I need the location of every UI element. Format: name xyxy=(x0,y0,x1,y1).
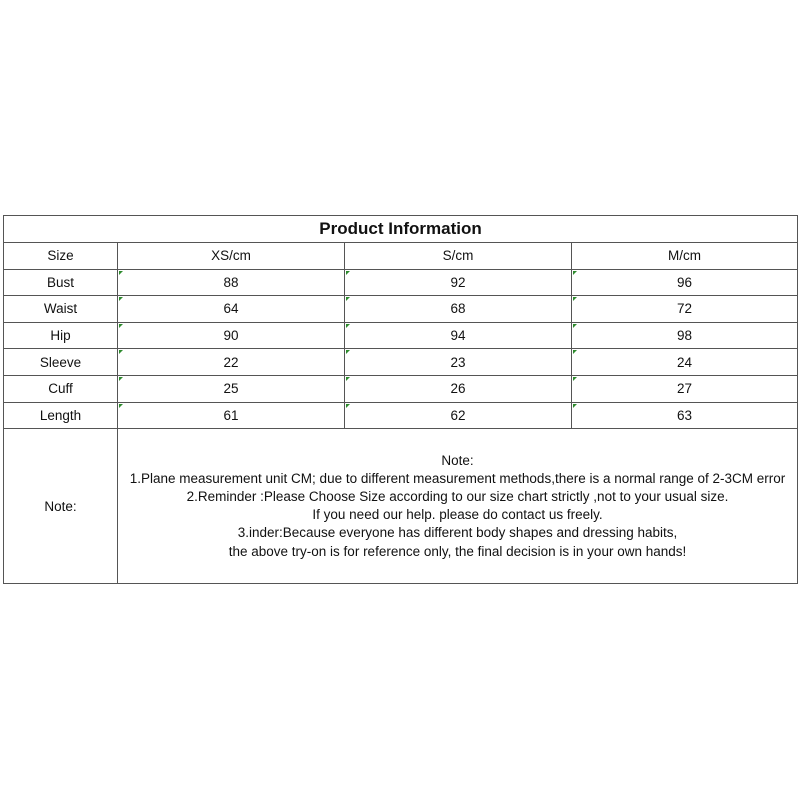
table-cell: 98 xyxy=(676,328,693,344)
table-row xyxy=(4,349,798,376)
note-line: 1.Plane measurement unit CM; due to different measurement methods,there is a normal range of 2-3CM error xyxy=(129,470,786,486)
column-header-xs: XS/cm xyxy=(118,243,345,270)
table-cell: 23 xyxy=(450,354,466,370)
cell-marker-icon xyxy=(573,271,577,275)
cell-marker-icon xyxy=(119,350,123,354)
note-heading: Note: xyxy=(441,452,474,468)
note-label: Note: xyxy=(4,429,118,584)
cell-marker-icon xyxy=(573,377,577,381)
cell-marker-icon xyxy=(346,377,350,381)
column-header-m: M/cm xyxy=(572,243,798,270)
cell-marker-icon xyxy=(346,324,350,328)
size-table xyxy=(3,215,798,584)
table-cell: 26 xyxy=(450,381,466,397)
row-label: Sleeve xyxy=(4,349,118,376)
cell-marker-icon xyxy=(119,271,123,275)
table-cell: 62 xyxy=(450,407,466,423)
table-cell: 94 xyxy=(450,328,466,344)
cell-marker-icon xyxy=(119,404,123,408)
table-cell: 90 xyxy=(223,328,239,344)
table-cell: 68 xyxy=(450,301,466,317)
table-row xyxy=(4,296,798,323)
cell-marker-icon xyxy=(573,324,577,328)
cell-marker-icon xyxy=(346,271,350,275)
table-row xyxy=(4,269,798,296)
table-cell: 24 xyxy=(676,354,693,370)
size-chart xyxy=(3,215,797,584)
cell-marker-icon xyxy=(346,350,350,354)
cell-marker-icon xyxy=(119,297,123,301)
table-cell: 27 xyxy=(676,381,693,397)
table-cell: 61 xyxy=(223,407,239,423)
table-row xyxy=(4,375,798,402)
row-label: Hip xyxy=(4,322,118,349)
note-line: 3.inder:Because everyone has different body shapes and dressing habits, xyxy=(237,525,678,541)
table-row xyxy=(4,322,798,349)
note-line: the above try-on is for reference only, the final decision is in your own hands! xyxy=(228,543,687,559)
table-title: Product Information xyxy=(4,216,798,243)
table-cell: 64 xyxy=(223,301,239,317)
table-cell: 25 xyxy=(223,381,239,397)
note-line: 2.Reminder :Please Choose Size according to our size chart strictly ,not to your usual size. xyxy=(186,488,729,504)
note-row xyxy=(4,429,798,584)
table-cell: 88 xyxy=(223,274,239,290)
table-cell: 72 xyxy=(676,301,693,317)
row-label: Waist xyxy=(4,296,118,323)
table-row xyxy=(4,402,798,429)
row-label: Length xyxy=(4,402,118,429)
table-cell: 22 xyxy=(223,354,239,370)
table-cell: 96 xyxy=(676,274,693,290)
cell-marker-icon xyxy=(573,297,577,301)
column-header-s: S/cm xyxy=(345,243,572,270)
note-line: If you need our help. please do contact us freely. xyxy=(312,507,603,523)
column-header-size: Size xyxy=(4,243,118,270)
row-label: Cuff xyxy=(4,375,118,402)
table-cell: 63 xyxy=(676,407,693,423)
cell-marker-icon xyxy=(346,404,350,408)
header-row xyxy=(4,243,798,270)
cell-marker-icon xyxy=(119,324,123,328)
cell-marker-icon xyxy=(573,404,577,408)
note-body xyxy=(118,429,798,584)
cell-marker-icon xyxy=(119,377,123,381)
table-cell: 92 xyxy=(450,274,466,290)
cell-marker-icon xyxy=(346,297,350,301)
row-label: Bust xyxy=(4,269,118,296)
cell-marker-icon xyxy=(573,350,577,354)
